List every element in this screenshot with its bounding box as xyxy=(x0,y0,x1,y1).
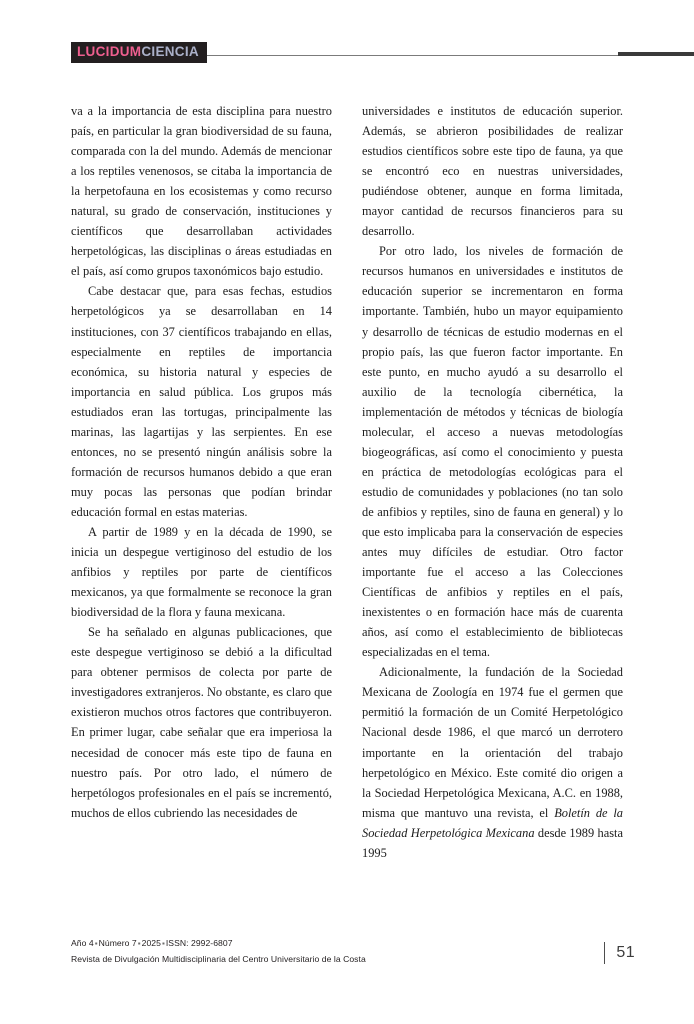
footer-issn: ISSN: 2992-6807 xyxy=(165,938,233,948)
masthead-word-ciencia: CIENCIA xyxy=(141,44,199,59)
running-head xyxy=(71,42,623,64)
paragraph: Por otro lado, los niveles de formación de recursos humanos en universidades e institutos de educación superior se incrementaron en forma importante. También, hubo un mayor equipamiento y desarrollo de técnicas de estudio modernas en el propio país, las que fueron factor importante. En este punto, en mucho ayudó a su desarrollo el auxilio de la tecnología cibernética, la implementación de métodos y técnicas de biología molecular, el acceso a nuevas metodologías biogeográficas, así como el conocimiento y puesta en práctica de metodologías ecológicas para el estudio de comunidades y poblaciones (no tan solo de anfibios y reptiles, sino de fauna en general) y lo que esto implicaba para la conservación de especies antes muy difíciles de estudiar. Otro factor importante fue el acceso a las Colecciones Científicas de anfibios y reptiles en el país, inexistentes o en formación hace más de cuarenta años, así como el establecimiento de bibliotecas especializadas en el tema. xyxy=(362,244,623,660)
paragraph: va a la importancia de esta disciplina para nuestro país, en particular la gran biodiversidad de su fauna, comparada con la del mundo. Además de mencionar a los reptiles venenosos, se citaba la importancia de la herpetofauna en los ecosistemas y como recurso natural, su grado de conservación, instituciones y científicos que desarrollaban actividades herpetológicas, las disciplinas o áreas estudiadas en el país, así como grupos taxonómicos bajo estudio. xyxy=(71,104,332,279)
page-number: 51 xyxy=(616,944,635,961)
paragraph: A partir de 1989 y en la década de 1990, se inicia un despegue vertiginoso del estudio de los anfibios y reptiles por parte de científicos mexicanos, ya que formalmente se reconoce la gran biodiversidad de la flora y fauna mexicana. xyxy=(71,524,332,620)
page-footer xyxy=(71,936,635,976)
footer-separator: ▪ xyxy=(94,939,98,948)
column-right xyxy=(362,101,623,911)
header-rule-thick xyxy=(618,52,694,56)
article-body xyxy=(71,101,623,911)
footer-date: 2025 xyxy=(141,938,161,948)
masthead-logo xyxy=(71,42,207,63)
masthead-word-lucidum: LUCIDUM xyxy=(77,44,142,59)
footer-line-1 xyxy=(71,936,623,952)
paragraph-text-part-2: desde 1989 hasta 1995 xyxy=(362,825,623,860)
footer-issue: Número 7 xyxy=(98,938,137,948)
folio-divider xyxy=(604,942,606,964)
footer-metadata xyxy=(71,936,623,966)
paragraph-with-italic xyxy=(362,662,623,862)
paragraph-text-part-1: Adicionalmente, la fundación de la Sociedad Mexicana de Zoología en 1974 fue el germen que permitió la formación de un Comité Herpetológico Nacional desde 1986, el que marcó un derrotero importante en la orientación del trabajo herpetológico en México. Este comité dio origen a la Sociedad Herpetológica Mexicana, A.C. en 1988, misma que mantuvo una revista, el xyxy=(362,665,623,820)
paragraph: Se ha señalado en algunas publicaciones, que este despegue vertiginoso se debió a la dificultad para obtener permisos de colecta por parte de investigadores extranjeros. No obstante, es claro que existieron muchos otros factores que contribuyeron. En primer lugar, cabe señalar que era imperiosa la necesidad de conocer más este tipo de fauna en nuestro país. Por otro lado, el número de herpetólogos profesionales en el país se incrementó, muchos de ellos cubriendo las necesidades de xyxy=(71,625,332,820)
paragraph: universidades e institutos de educación superior. Además, se abrieron posibilidades de realizar estudios científicos sobre este tipo de fauna, ya que se encontró eco en nuestras universidades, pudiéndose obtener, aunque en forma limitada, mayor cantidad de recursos financieros para su desarrollo. xyxy=(362,104,623,239)
paragraph: Cabe destacar que, para esas fechas, estudios herpetológicos ya se desarrollaban en 14 instituciones, con 37 científicos trabajando en ellas, especialmente en reptiles de importancia económica, su historia natural y especies de importancia en salud pública. Los grupos más estudiados eran las tortugas, principalmente las marinas, las lagartijas y las serpientes. En ese entonces, no se presentó ningún análisis sobre la formación de recursos humanos debido a que eran muy pocas las personas que podían brindar educación formal en estas materias. xyxy=(71,284,332,519)
column-left xyxy=(71,101,332,911)
footer-line-2: Revista de Divulgación Multidisciplinaria del Centro Universitario de la Costa xyxy=(71,953,366,964)
footer-separator: ▪ xyxy=(137,939,141,948)
folio xyxy=(604,942,635,964)
footer-separator: ▪ xyxy=(161,939,165,948)
journal-title-italic: Boletín de la Sociedad Herpetológica Mexicana xyxy=(362,805,623,840)
footer-year: Año 4 xyxy=(71,938,94,948)
